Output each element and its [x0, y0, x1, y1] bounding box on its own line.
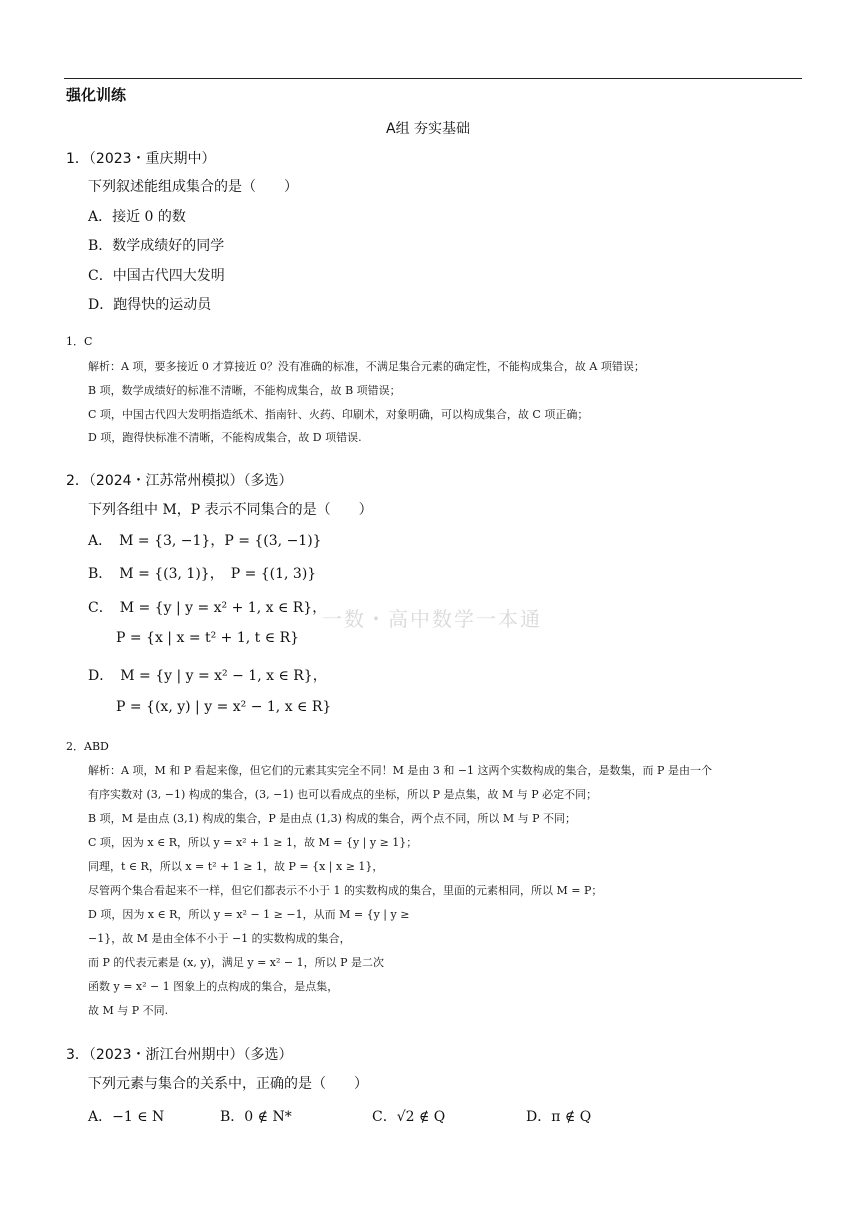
q3-option-c: C．√2 ∉ Q — [372, 1109, 446, 1125]
q3-stem: 下列元素与集合的关系中，正确的是（ ） — [88, 1076, 368, 1092]
q2-option-d-p: P = {(x, y) | y = x² − 1, x ∈ R} — [116, 699, 332, 715]
group-title: A组 夯实基础 — [386, 121, 471, 137]
q2-explanation-line: 故 M 与 P 不同. — [88, 1004, 169, 1017]
q2-explanation-line: 而 P 的代表元素是 (x, y)，满足 y = x² − 1，所以 P 是二次 — [88, 956, 385, 969]
q1-option-d: D．跑得快的运动员 — [88, 297, 212, 313]
q2-option-b: B． M = {(3, 1)}， P = {(1, 3)} — [88, 566, 317, 582]
header-rule — [64, 78, 802, 79]
q2-explanation-line: 函数 y = x² − 1 图象上的点构成的集合，是点集， — [88, 980, 339, 993]
q2-explanation-line: 有序实数对 (3, −1) 构成的集合，(3, −1) 也可以看成点的坐标，所以 P 是点集，故 M 与 P 必定不同； — [88, 788, 598, 801]
q1-explanation-line: B 项，数学成绩好的标准不清晰，不能构成集合，故 B 项错误； — [88, 384, 401, 397]
q1-header: 1．（2023・重庆期中） — [66, 151, 216, 167]
q3-option-a: A．−1 ∈ N — [88, 1109, 165, 1125]
q2-explanation-line: −1}，故 M 是由全体不小于 −1 的实数构成的集合， — [88, 932, 351, 945]
q2-explanation-line: 尽管两个集合看起来不一样，但它们都表示不小于 1 的实数构成的集合，里面的元素相同，所以 M = P； — [88, 884, 603, 897]
q1-explanation-line: 解析：A 项，要多接近 0 才算接近 0？没有准确的标准，不满足集合元素的确定性，不能构成集合，故 A 项错误； — [88, 360, 645, 373]
q1-explanation-line: C 项，中国古代四大发明指造纸术、指南针、火药、印刷术，对象明确，可以构成集合，故 C 项正确； — [88, 408, 589, 421]
q3-option-d: D．π ∉ Q — [526, 1109, 592, 1125]
q3-option-b: B．0 ∉ N* — [220, 1109, 292, 1125]
watermark: 一数・高中数学一本通 — [322, 607, 542, 631]
section-title: 强化训练 — [66, 86, 127, 104]
q2-explanation-line: D 项，因为 x ∈ R，所以 y = x² − 1 ≥ −1，从而 M = {y | y ≥ — [88, 908, 410, 921]
q2-option-c: C． M = {y | y = x² + 1, x ∈ R}， — [88, 600, 327, 616]
q1-option-a: A．接近 0 的数 — [88, 209, 186, 225]
q2-option-d: D． M = {y | y = x² − 1, x ∈ R}， — [88, 668, 327, 684]
q3-header: 3．（2023・浙江台州期中）（多选） — [66, 1047, 293, 1063]
q2-explanation-line: B 项，M 是由点 (3,1) 构成的集合，P 是由点 (1,3) 构成的集合，两个点不同，所以 M 与 P 不同； — [88, 812, 577, 825]
q2-explanation-line: 同理，t ∈ R，所以 x = t² + 1 ≥ 1，故 P = {x | x ≥ 1}， — [88, 860, 384, 873]
q2-option-a: A． M = {3, −1}，P = {(3, −1)} — [88, 533, 322, 549]
q1-explanation-line: D 项，跑得快标准不清晰，不能构成集合，故 D 项错误. — [88, 431, 362, 444]
q1-stem: 下列叙述能组成集合的是（ ） — [88, 179, 298, 195]
q2-explanation-line: 解析：A 项，M 和 P 看起来像，但它们的元素其实完全不同！M 是由 3 和 −1 这两个实数构成的集合，是数集，而 P 是由一个 — [88, 764, 712, 777]
q2-stem: 下列各组中 M，P 表示不同集合的是（ ） — [88, 502, 373, 518]
q2-option-c-p: P = {x | x = t² + 1, t ∈ R} — [116, 630, 300, 646]
q2-header: 2．（2024・江苏常州模拟）（多选） — [66, 473, 293, 489]
q1-option-c: C．中国古代四大发明 — [88, 268, 225, 284]
q1-option-b: B．数学成绩好的同学 — [88, 238, 225, 254]
q2-explanation-line: C 项，因为 x ∈ R，所以 y = x² + 1 ≥ 1，故 M = {y | y ≥ 1}； — [88, 836, 418, 849]
q2-answer: 2．ABD — [66, 740, 109, 753]
q1-answer: 1．C — [66, 335, 93, 348]
